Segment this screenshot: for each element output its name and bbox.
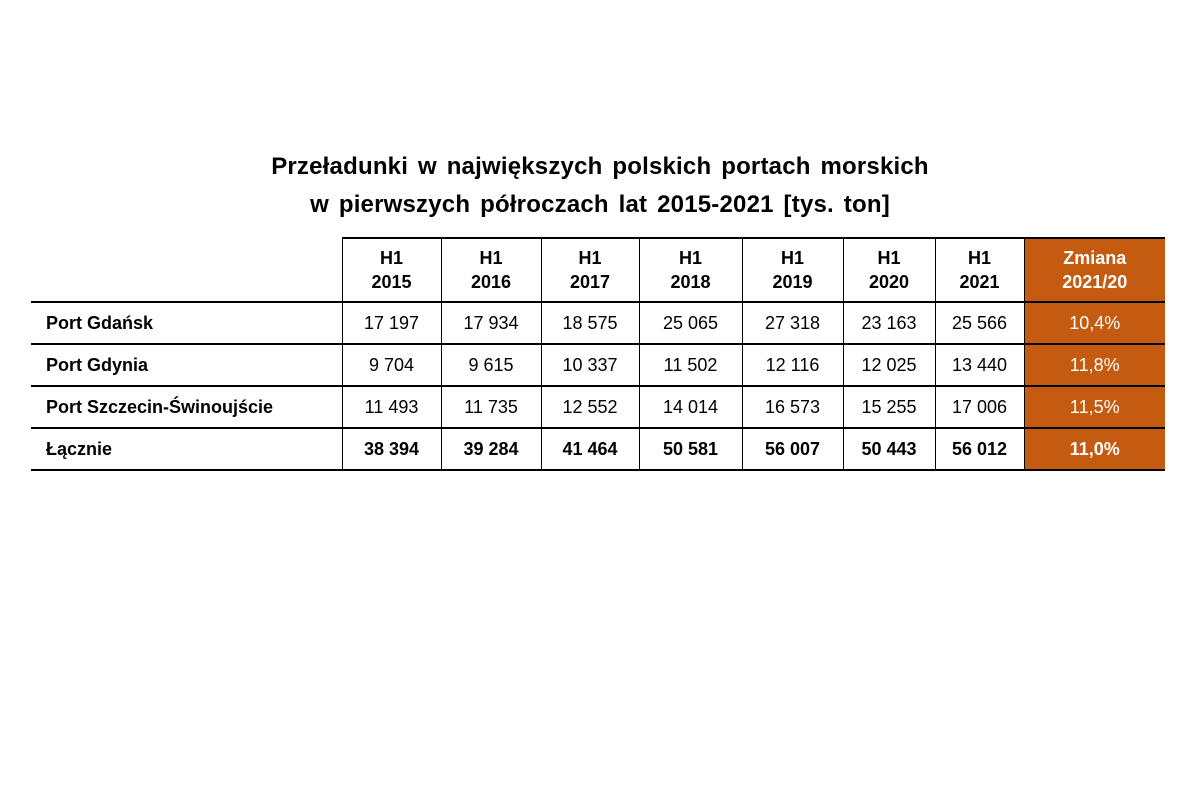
column-header-line2: 2020 bbox=[868, 272, 910, 292]
change-cell: 11,5% bbox=[1024, 386, 1165, 428]
table-cell: 17 197 bbox=[342, 302, 441, 344]
transshipment-table bbox=[31, 237, 1165, 471]
page-title-line-1: Przeładunki w największych polskich portach morskich bbox=[271, 153, 929, 180]
column-header-line1: H1 bbox=[578, 248, 602, 268]
table-cell: 12 116 bbox=[742, 344, 843, 386]
column-header-line1: H1 bbox=[379, 248, 403, 268]
table-cell: 25 566 bbox=[935, 302, 1024, 344]
table-cell: 38 394 bbox=[342, 428, 441, 470]
column-header bbox=[742, 238, 843, 302]
table-cell: 56 012 bbox=[935, 428, 1024, 470]
table-cell: 23 163 bbox=[843, 302, 935, 344]
change-column-header bbox=[1024, 238, 1165, 302]
column-header bbox=[843, 238, 935, 302]
change-cell: 11,8% bbox=[1024, 344, 1165, 386]
column-header-line1: H1 bbox=[967, 248, 991, 268]
table-cell: 17 934 bbox=[441, 302, 541, 344]
column-header bbox=[935, 238, 1024, 302]
column-header-line2: 2021 bbox=[959, 272, 1000, 292]
table-cell: 15 255 bbox=[843, 386, 935, 428]
change-cell: 10,4% bbox=[1024, 302, 1165, 344]
column-header-line2: 2017 bbox=[569, 272, 611, 292]
table-cell: 16 573 bbox=[742, 386, 843, 428]
table-cell: 14 014 bbox=[639, 386, 742, 428]
table-cell: 10 337 bbox=[541, 344, 639, 386]
table-row-total bbox=[31, 428, 1165, 470]
column-header-line2: 2016 bbox=[470, 272, 512, 292]
table-cell: 9 615 bbox=[441, 344, 541, 386]
column-header-line2: 2018 bbox=[670, 272, 711, 292]
table-cell: 12 025 bbox=[843, 344, 935, 386]
row-label: Port Gdynia bbox=[31, 344, 342, 386]
column-header bbox=[342, 238, 441, 302]
table-cell: 12 552 bbox=[541, 386, 639, 428]
column-header-line2: 2021/20 bbox=[1062, 272, 1128, 292]
table-cell: 50 443 bbox=[843, 428, 935, 470]
column-header-line2: 2015 bbox=[371, 272, 412, 292]
table-cell: 41 464 bbox=[541, 428, 639, 470]
column-header-line1: Zmiana bbox=[1063, 248, 1127, 268]
change-cell: 11,0% bbox=[1024, 428, 1165, 470]
row-label: Port Szczecin-Świnoujście bbox=[31, 386, 342, 428]
table-cell: 39 284 bbox=[441, 428, 541, 470]
column-header-line1: H1 bbox=[678, 248, 702, 268]
table-cell: 13 440 bbox=[935, 344, 1024, 386]
row-label: Port Gdańsk bbox=[31, 302, 342, 344]
page-title-line-2: w pierwszych półroczach lat 2015-2021 [tys. ton] bbox=[310, 191, 890, 218]
table-cell: 25 065 bbox=[639, 302, 742, 344]
column-header bbox=[639, 238, 742, 302]
table-cell: 17 006 bbox=[935, 386, 1024, 428]
column-header-line1: H1 bbox=[780, 248, 804, 268]
table-header-row bbox=[31, 238, 1165, 302]
table-row-port-gdynia bbox=[31, 344, 1165, 386]
table-cell: 27 318 bbox=[742, 302, 843, 344]
column-header-line1: H1 bbox=[877, 248, 901, 268]
table-cell: 11 493 bbox=[342, 386, 441, 428]
table-cell: 11 502 bbox=[639, 344, 742, 386]
table-cell: 50 581 bbox=[639, 428, 742, 470]
column-header bbox=[541, 238, 639, 302]
table-cell: 18 575 bbox=[541, 302, 639, 344]
table-cell: 11 735 bbox=[441, 386, 541, 428]
column-header-line1: H1 bbox=[479, 248, 503, 268]
row-label: Łącznie bbox=[31, 428, 342, 470]
column-header bbox=[441, 238, 541, 302]
column-header-line2: 2019 bbox=[772, 272, 813, 292]
table-row-port-szczecin-swinoujscie bbox=[31, 386, 1165, 428]
table-row-port-gdansk bbox=[31, 302, 1165, 344]
table-cell: 56 007 bbox=[742, 428, 843, 470]
header-corner-cell bbox=[31, 238, 342, 302]
table-cell: 9 704 bbox=[342, 344, 441, 386]
